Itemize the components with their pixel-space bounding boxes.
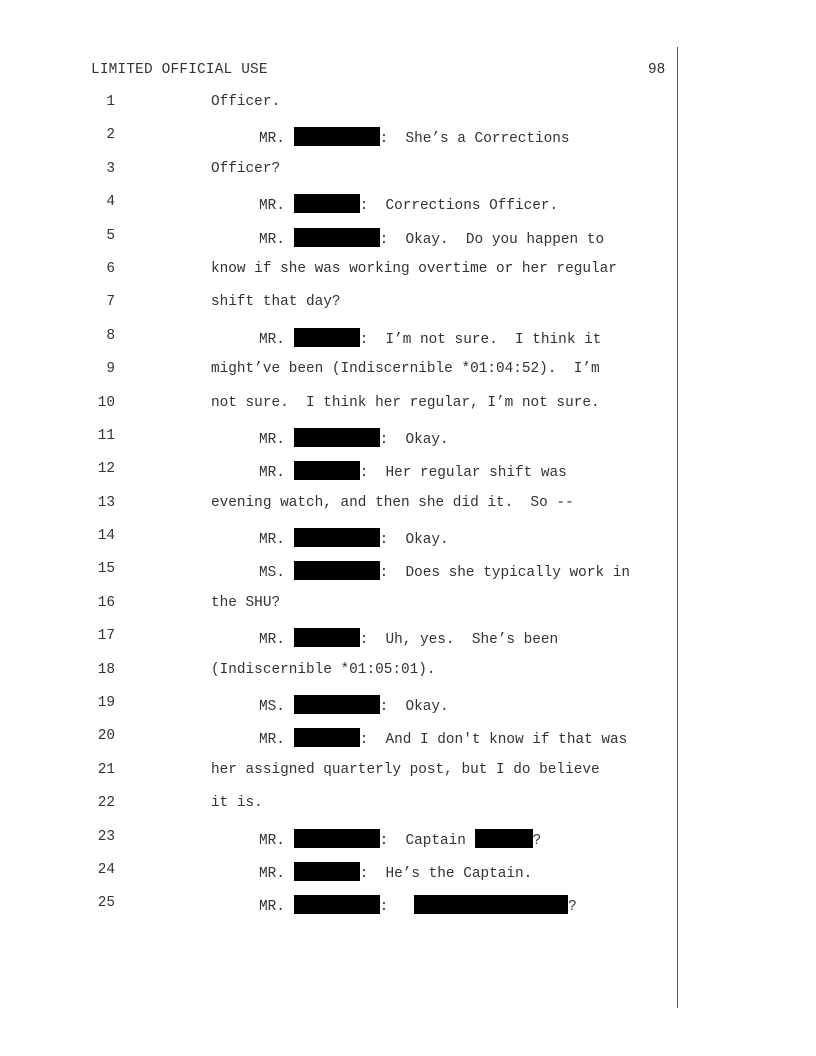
speaker-title: MR. [259, 632, 285, 649]
line-number: 10 [97, 394, 115, 411]
speaker-title: MR. [259, 331, 285, 348]
line-number: 13 [97, 494, 115, 511]
redacted-name [475, 829, 533, 848]
line-number: 2 [106, 127, 115, 144]
line-text: shift that day? [211, 294, 341, 311]
transcript-lines [0, 94, 816, 929]
line-number: 1 [106, 94, 115, 110]
redacted-name [294, 862, 360, 881]
speaker-title: MR. [259, 231, 285, 248]
speech-text: : He’s the Captain. [359, 865, 533, 882]
transcript-line-24 [0, 862, 816, 895]
classification-header: LIMITED OFFICIAL USE [91, 62, 268, 78]
transcript-line-13 [0, 495, 816, 528]
line-text: her assigned quarterly post, but I do believe [211, 761, 600, 778]
speech-text: : Does she typically work in [379, 565, 631, 582]
speaker-line [259, 127, 570, 147]
line-number: 23 [97, 828, 115, 845]
speaker-title: MS. [259, 565, 285, 582]
speech-text: : Okay. Do you happen to [379, 231, 605, 248]
line-number: 19 [97, 695, 115, 712]
transcript-line-5 [0, 228, 816, 261]
speaker-title: MR. [259, 198, 285, 215]
line-number: 17 [97, 628, 115, 645]
line-number: 9 [106, 361, 115, 378]
speaker-line [259, 528, 449, 548]
line-number: 4 [106, 194, 115, 211]
line-text: (Indiscernible *01:05:01). [211, 661, 436, 678]
transcript-line-2 [0, 127, 816, 160]
transcript-line-11 [0, 428, 816, 461]
line-number: 14 [97, 528, 115, 545]
line-text: it is. [211, 795, 263, 812]
line-number: 22 [97, 795, 115, 812]
redacted-name [294, 528, 380, 547]
speaker-title: MR. [259, 899, 285, 916]
transcript-line-19 [0, 695, 816, 728]
transcript-line-12 [0, 461, 816, 494]
speaker-line [259, 829, 541, 849]
line-number: 20 [97, 728, 115, 745]
line-number: 24 [97, 861, 115, 878]
line-number: 18 [97, 661, 115, 678]
line-text: Officer. [211, 94, 281, 110]
line-number: 21 [97, 761, 115, 778]
speech-tail: ? [568, 899, 577, 916]
speaker-line [259, 561, 630, 581]
line-text: not sure. I think her regular, I’m not sure. [211, 394, 600, 411]
transcript-line-14 [0, 528, 816, 561]
redacted-name [294, 228, 380, 247]
line-number: 25 [97, 895, 115, 912]
transcript-line-10 [0, 395, 816, 428]
line-number: 8 [106, 327, 115, 344]
redacted-name [294, 328, 360, 347]
speech-tail: ? [532, 832, 542, 849]
transcript-line-22 [0, 795, 816, 828]
line-number: 11 [97, 427, 115, 444]
speech-text: : Okay. [379, 532, 449, 549]
redacted-name [294, 194, 360, 213]
line-number: 12 [97, 461, 115, 478]
speaker-line [259, 328, 601, 348]
speaker-line [259, 628, 558, 648]
transcript-line-25 [0, 895, 816, 928]
transcript-line-9 [0, 361, 816, 394]
speaker-title: MR. [259, 532, 285, 549]
redacted-name [414, 895, 568, 914]
transcript-line-3 [0, 161, 816, 194]
speaker-title: MS. [259, 699, 285, 716]
redacted-name [294, 728, 360, 747]
redacted-name [294, 628, 360, 647]
speech-text: : Okay. [379, 699, 449, 716]
speech-text: : Captain [379, 832, 466, 849]
line-number: 5 [106, 227, 115, 244]
speaker-line [259, 228, 604, 248]
redacted-name [294, 461, 360, 480]
speech-text: : She’s a Corrections [379, 131, 570, 148]
speaker-line [259, 194, 558, 214]
speaker-title: MR. [259, 732, 285, 749]
line-text: might’ve been (Indiscernible *01:04:52). I’m [211, 361, 600, 378]
redacted-name [294, 895, 380, 914]
speaker-line [259, 695, 449, 715]
speaker-title: MR. [259, 431, 285, 448]
line-number: 7 [106, 294, 115, 311]
transcript-line-8 [0, 328, 816, 361]
line-number: 6 [106, 260, 115, 277]
redacted-name [294, 829, 380, 848]
speech-text: : Corrections Officer. [359, 198, 559, 215]
speech-text: : Okay. [379, 431, 449, 448]
transcript-line-7 [0, 294, 816, 327]
speech-text: : Her regular shift was [359, 465, 567, 482]
speaker-line [259, 461, 567, 481]
speaker-title: MR. [259, 832, 285, 849]
transcript-line-1 [0, 94, 816, 127]
redacted-name [294, 428, 380, 447]
line-text: know if she was working overtime or her regular [211, 260, 617, 277]
transcript-line-16 [0, 595, 816, 628]
line-text: Officer? [211, 160, 281, 177]
speaker-line [259, 862, 532, 882]
line-text: the SHU? [211, 594, 281, 611]
transcript-line-18 [0, 662, 816, 695]
speech-text: : Uh, yes. She’s been [359, 632, 559, 649]
transcript-line-23 [0, 829, 816, 862]
redacted-name [294, 127, 380, 146]
line-text: evening watch, and then she did it. So -- [211, 494, 574, 511]
transcript-line-6 [0, 261, 816, 294]
line-number: 3 [106, 160, 115, 177]
line-number: 16 [97, 594, 115, 611]
speaker-line [259, 895, 577, 915]
transcript-line-15 [0, 561, 816, 594]
page-number: 98 [648, 62, 666, 78]
redacted-name [294, 695, 380, 714]
transcript-line-20 [0, 728, 816, 761]
line-number: 15 [97, 561, 115, 578]
speaker-title: MR. [259, 131, 285, 148]
speech-text: : I’m not sure. I think it [359, 331, 602, 348]
transcript-line-17 [0, 628, 816, 661]
speaker-title: MR. [259, 465, 285, 482]
speech-text: : And I don't know if that was [359, 732, 628, 749]
transcript-line-21 [0, 762, 816, 795]
speech-text: : [379, 899, 389, 916]
speaker-title: MR. [259, 865, 285, 882]
speaker-line [259, 728, 627, 748]
speaker-line [259, 428, 449, 448]
redacted-name [294, 561, 380, 580]
transcript-line-4 [0, 194, 816, 227]
